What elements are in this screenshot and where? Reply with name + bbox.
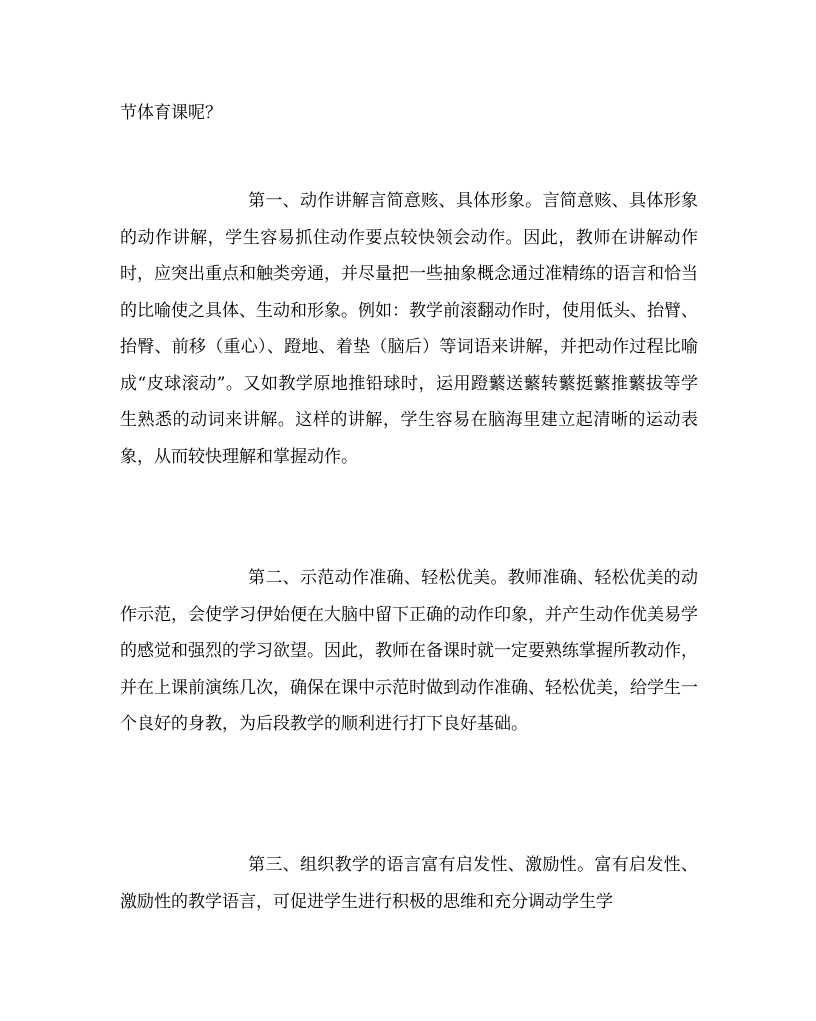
paragraph-first-point: 第一、动作讲解言简意赅、具体形象。言简意赅、具体形象的动作讲解，学生容易抓住动作要点较快领会动作。因此，教师在讲解动作时，应突出重点和触类旁通，并尽量把一些抽象概念通过准精练的语言和恰当的比喻使之具体、生动和形象。例如：教学前滚翻动作时，使用低头、抬臂、抬臀、前移（重心）、蹬地、着垫（脑后）等词语来讲解，并把动作过程比喻成“皮球滚动”。又如教学原地推铅球时，运用蹬蘩送蘩转蘩挺蘩推蘩拔等学生熟悉的动词来讲解。这样的讲解，学生容易在脑海里建立起清晰的运动表象，从而较快理解和掌握动作。 bbox=[120, 191, 698, 467]
paragraph-third-point: 第三、组织教学的语言富有启发性、激励性。富有启发性、激励性的教学语言，可促进学生进行积极的思维和充分调动学生学 bbox=[120, 855, 698, 912]
continued-paragraph-fragment: 节体育课呢？ bbox=[120, 103, 222, 123]
paragraph-second-point: 第二、示范动作准确、轻松优美。教师准确、轻松优美的动作示范，会使学习伊始便在大脑中留下正确的动作印象，并产生动作优美易学的感觉和强烈的学习欲望。因此，教师在备课时就一定要熟练掌握所教动作，并在上课前演练几次，确保在课中示范时做到动作准确、轻松优美，给学生一个良好的身教，为后段教学的顺利进行打下良好基础。 bbox=[120, 568, 698, 734]
